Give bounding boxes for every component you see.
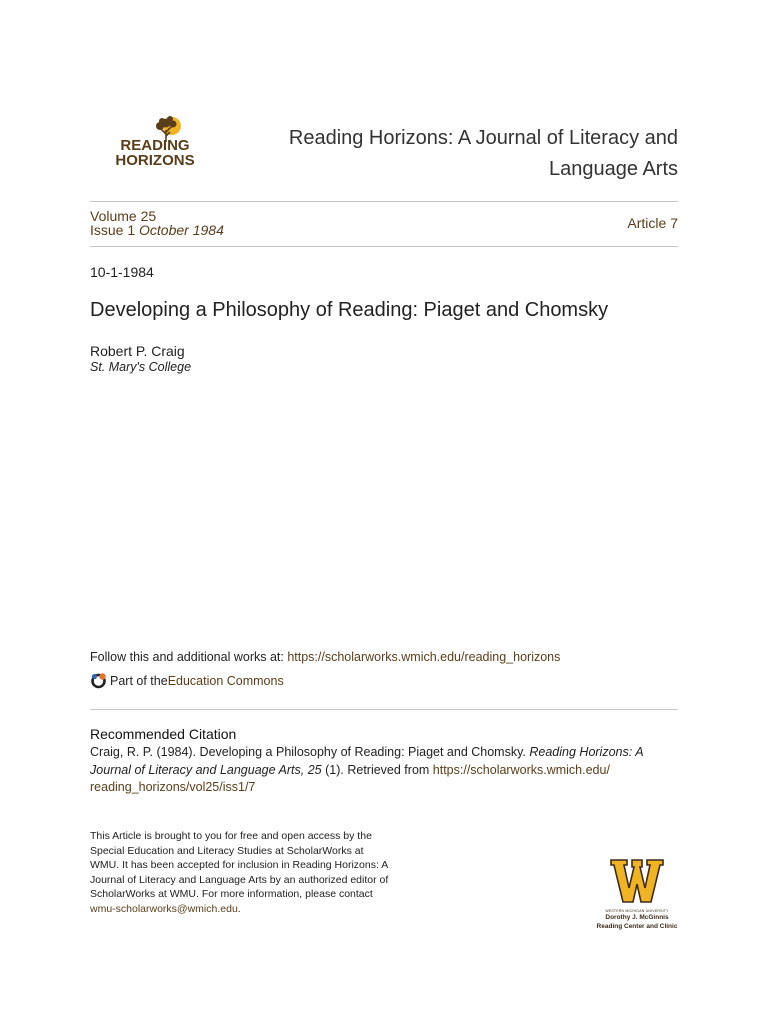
- citation-issue: (1). Retrieved from: [321, 762, 433, 777]
- logo-line1: READING: [120, 137, 190, 154]
- divider: [90, 201, 678, 202]
- citation-text: [90, 744, 678, 797]
- reading-horizons-logo: [90, 112, 222, 182]
- author-affiliation: St. Mary's College: [90, 360, 192, 374]
- issue-date[interactable]: October 1984: [139, 222, 224, 238]
- recommended-citation-heading: Recommended Citation: [90, 726, 237, 742]
- citation-journal: Reading Horizons: A Journal of Literacy and Language Arts, 25: [90, 745, 644, 777]
- wmu-reading-center-logo: [596, 858, 678, 934]
- digital-commons-icon: [90, 672, 107, 689]
- citation-url-link[interactable]: https://scholarworks.wmich.edu/: [432, 762, 610, 777]
- center-name-line2: Reading Center and Clinic: [596, 923, 678, 930]
- cover-page: [90, 0, 678, 1024]
- notice-suffix: .: [237, 902, 241, 915]
- wmu-w-logo: [610, 858, 664, 904]
- follow-line: [90, 650, 560, 664]
- part-of-prefix: Part of the: [110, 673, 168, 688]
- paper-title: Developing a Philosophy of Reading: Piaget and Chomsky: [90, 299, 609, 321]
- article-number-link[interactable]: Article 7: [627, 215, 678, 231]
- citation-url-link-cont[interactable]: reading_horizons/vol25/iss1/7: [90, 780, 256, 794]
- issue-link[interactable]: Issue 1: [90, 222, 136, 238]
- notice-text: This Article is brought to you for free and open access by the Special Education and Literacy Studies at ScholarWorks at WMU. It has been accepted for inclusion in Reading Horizons: A Journal of Literacy and Language Arts by an authorized editor of ScholarWorks at WMU. For more information, please contact: [90, 830, 389, 900]
- volume-issue-block[interactable]: [90, 209, 224, 237]
- divider: [90, 709, 678, 710]
- citation-plain: Craig, R. P. (1984). Developing a Philosophy of Reading: Piaget and Chomsky.: [90, 745, 530, 759]
- divider: [90, 246, 678, 247]
- volume-link[interactable]: Volume 25: [90, 208, 157, 224]
- author-name: Robert P. Craig: [90, 343, 185, 359]
- contact-email-link[interactable]: wmu-scholarworks@wmich.edu: [90, 902, 238, 915]
- follow-prefix: Follow this and additional works at:: [90, 650, 288, 664]
- wmu-name: WESTERN MICHIGAN UNIVERSITY: [605, 909, 669, 913]
- part-of-line: [90, 672, 284, 689]
- tree-icon: [90, 112, 222, 182]
- publication-date: 10-1-1984: [90, 264, 154, 280]
- center-name-line1: Dorothy J. McGinnis: [605, 914, 669, 921]
- journal-title: Reading Horizons: A Journal of Literacy and Language Arts: [288, 127, 678, 180]
- access-notice: [90, 829, 390, 916]
- follow-url-link[interactable]: https://scholarworks.wmich.edu/reading_horizons: [287, 650, 561, 664]
- education-commons-link[interactable]: Education Commons: [167, 673, 284, 688]
- logo-line2: HORIZONS: [115, 152, 195, 169]
